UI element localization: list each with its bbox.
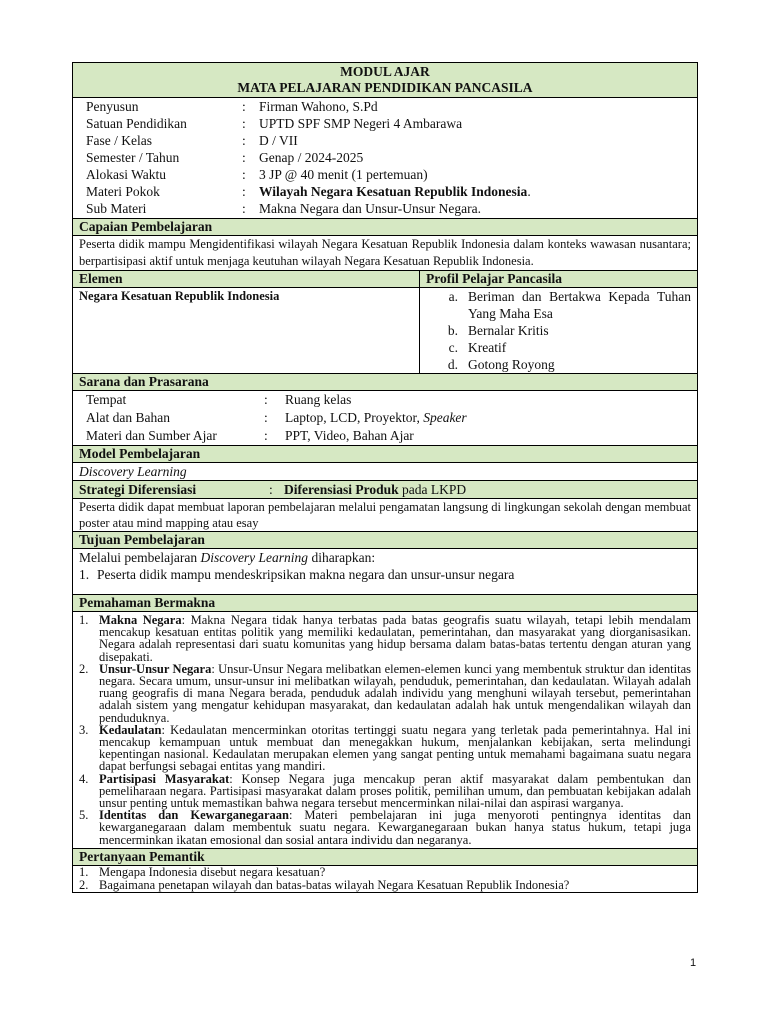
list-letter: b. <box>447 323 458 338</box>
list-letter: a. <box>448 289 458 304</box>
identity-value: UPTD SPF SMP Negeri 4 Ambarawa <box>259 116 463 131</box>
list-desc: : Makna Negara tidak hanya terbatas pada batas geografis suatu wilayah, tetapi lebih mendalam mencakup kesatuan entitas politik yang memiliki kedaulatan, pemerintahan, dan masyarakat yang diorganisasikan. Negara adalah representasi dari suatu komunitas yang hidup bersama dalam batas-batas tertentu dengan aturan yang disepakati. <box>99 613 691 664</box>
profil-list-cell <box>420 288 697 373</box>
sarana-sep: : <box>264 428 268 443</box>
strategi-value <box>284 481 466 498</box>
list-item <box>79 663 691 724</box>
header-subject: MATA PELAJARAN PENDIDIKAN PANCASILA <box>237 80 533 95</box>
sarana-key: Alat dan Bahan <box>86 410 170 425</box>
pertanyaan-list <box>73 866 697 892</box>
identity-key: Fase / Kelas <box>86 133 152 148</box>
list-number: 1. <box>79 613 89 627</box>
identity-key: Penyusun <box>86 99 139 114</box>
tujuan-intro <box>73 549 697 566</box>
list-number: 3. <box>79 722 89 737</box>
list-text: Kreatif <box>468 340 507 355</box>
identity-sep: : <box>242 99 246 114</box>
sarana-sep: : <box>264 410 268 425</box>
strategi-value-bold: Diferensiasi Produk <box>284 482 399 497</box>
strategi-row <box>73 481 697 499</box>
identity-sep: : <box>242 133 246 148</box>
identity-sep: : <box>242 116 246 131</box>
list-text: Bagaimana penetapan wilayah dan batas-batas wilayah Negara Kesatuan Republik Indonesia? <box>99 877 570 892</box>
list-number: 5. <box>79 808 89 823</box>
header-title: MODUL AJAR <box>340 64 430 79</box>
profil-list <box>420 288 697 373</box>
sarana-key: Materi dan Sumber Ajar <box>86 428 217 443</box>
strategi-sep: : <box>269 482 273 497</box>
list-item <box>420 339 691 356</box>
list-item <box>420 288 691 322</box>
identity-key: Semester / Tahun <box>86 150 180 165</box>
elemen-heading: Elemen <box>73 271 420 287</box>
profil-heading: Profil Pelajar Pancasila <box>426 271 562 286</box>
section-heading-pertanyaan: Pertanyaan Pemantik <box>73 849 697 866</box>
section-heading-capaian: Capaian Pembelajaran <box>73 219 697 236</box>
list-term: Kedaulatan <box>99 722 162 737</box>
list-item <box>79 566 691 583</box>
list-number: 1. <box>79 567 90 582</box>
identity-value: Firman Wahono, S.Pd <box>259 99 378 114</box>
identity-row <box>73 98 697 115</box>
identity-row <box>73 183 697 200</box>
list-letter: c. <box>448 340 458 355</box>
list-number: 2. <box>79 877 89 892</box>
list-text: Peserta didik mampu mendeskripsikan makna negara dan unsur-unsur negara <box>97 567 515 582</box>
sarana-key: Tempat <box>86 392 127 407</box>
list-desc: : Unsur-Unsur Negara melibatkan elemen-elemen kunci yang membentuk struktur dan identitas negara. Secara umum, unsur-unsur ini melibatkan wilayah, penduduk, pemerintahan, dan kedaulatan. Wilayah adalah ruang geografis di mana Negara berada, penduduk adalah individu yang menghuni wilayah tersebut, pemerintahan adalah sistem yang mengatur kehidupan masyarakat, dan kedaulatan adalah hak untuk mengendalikan wilayah dan penduduknya. <box>99 661 691 725</box>
tujuan-intro-pre: Melalui pembelajaran <box>79 550 201 565</box>
list-text <box>99 809 691 846</box>
sarana-sep: : <box>264 392 268 407</box>
list-text <box>99 663 691 724</box>
list-item <box>79 724 691 773</box>
list-item <box>79 879 691 892</box>
list-text <box>99 724 691 773</box>
identity-sep: : <box>242 150 246 165</box>
identity-value: Genap / 2024-2025 <box>259 150 364 165</box>
tujuan-intro-post: diharapkan: <box>308 550 376 565</box>
materi-pokok-suffix: . <box>527 184 531 199</box>
identity-row <box>73 166 697 183</box>
sarana-row <box>73 427 697 445</box>
identity-value: 3 JP @ 40 menit (1 pertemuan) <box>259 167 428 182</box>
identity-key: Satuan Pendidikan <box>86 116 187 131</box>
module-document <box>72 62 698 893</box>
list-number: 4. <box>79 771 89 786</box>
identity-value: Makna Negara dan Unsur-Unsur Negara. <box>259 201 482 216</box>
identity-row <box>73 132 697 149</box>
identity-sep: : <box>242 184 246 199</box>
list-item <box>420 322 691 339</box>
section-heading-pemahaman: Pemahaman Bermakna <box>73 595 697 612</box>
tujuan-intro-italic: Discovery Learning <box>200 550 309 565</box>
sarana-value: Ruang kelas <box>285 392 352 407</box>
list-desc: : Materi pembelajaran ini juga menyoroti pentingnya identitas dan kewarganegaraan dalam membentuk suatu negara. Kewarganegaraan bukan hanya status hukum, tetapi juga mencerminkan ikatan emosional dan sosial antara individu dan negaranya. <box>99 808 691 847</box>
sarana-row <box>73 391 697 409</box>
sarana-value <box>285 409 697 427</box>
elemen-heading-row <box>73 271 697 288</box>
identity-row <box>73 200 697 217</box>
elemen-content-row <box>73 288 697 374</box>
list-number: 2. <box>79 661 89 676</box>
list-term: Unsur-Unsur Negara <box>99 661 212 676</box>
identity-value: D / VII <box>259 133 298 148</box>
tujuan-block <box>73 549 697 595</box>
list-letter: d. <box>447 357 458 372</box>
tujuan-list <box>73 566 697 583</box>
materi-pokok-value: Wilayah Negara Kesatuan Republik Indonesia <box>259 184 528 199</box>
list-term: Makna Negara <box>99 613 182 627</box>
list-desc: : Konsep Negara juga mencakup peran aktif masyarakat dalam pembentukan dan pemeliharaan negara. Partisipasi masyarakat dalam proses politik, pemilihan umum, dan pembuatan kebijakan adalah unsur penting untuk memastikan bahwa negara tersebut mencerminkan nilai-nilai dan aspirasi warganya. <box>99 771 691 811</box>
list-term: Partisipasi Masyarakat <box>99 771 230 786</box>
identity-row <box>73 115 697 132</box>
sarana-value: PPT, Video, Bahan Ajar <box>285 428 414 443</box>
document-header <box>73 63 697 98</box>
identity-key: Alokasi Waktu <box>86 167 167 182</box>
identity-block <box>73 98 697 219</box>
list-item <box>79 809 691 846</box>
identity-key: Sub Materi <box>86 201 147 216</box>
sarana-row <box>73 409 697 427</box>
model-value: Discovery Learning <box>73 463 697 481</box>
list-text: Gotong Royong <box>468 357 555 372</box>
section-heading-model: Model Pembelajaran <box>73 446 697 463</box>
sarana-value-text: Laptop, LCD, Proyektor, <box>285 410 424 425</box>
sarana-block <box>73 391 697 446</box>
list-text: Bernalar Kritis <box>468 323 549 338</box>
section-heading-sarana: Sarana dan Prasarana <box>73 374 697 391</box>
list-text: Beriman dan Bertakwa Kepada Tuhan Yang Maha Esa <box>468 289 691 321</box>
list-item <box>79 866 691 879</box>
list-text <box>99 614 691 663</box>
list-text <box>99 773 691 810</box>
section-heading-tujuan: Tujuan Pembelajaran <box>73 532 697 549</box>
page-number: 1 <box>690 957 697 969</box>
sarana-value-italic: Speaker <box>423 410 467 425</box>
list-item <box>420 356 691 373</box>
list-desc: : Kedaulatan mencerminkan otoritas tertinggi suatu negara yang terletak pada pemerintahnya. Hal ini mencakup kemampuan untuk membuat dan menegakkan hukum, menjalankan kebijakan, serta melindungi kepentingan nasional. Kedaulatan merupakan elemen yang sangat penting untuk memahami bagaimana suatu negara dapat berfungsi sebagai entitas yang mandiri. <box>99 722 691 774</box>
list-term: Identitas dan Kewarganegaraan <box>99 808 289 823</box>
capaian-text: Peserta didik mampu Mengidentifikasi wilayah Negara Kesatuan Republik Indonesia dalam konteks wawasan nusantara; berpartisipasi aktif untuk menjaga keutuhan wilayah Negara Kesatuan Republik Indonesia. <box>73 236 697 271</box>
pemahaman-list <box>73 612 697 849</box>
list-number: 1. <box>79 864 89 879</box>
identity-value <box>259 183 697 200</box>
identity-sep: : <box>242 201 246 216</box>
identity-row <box>73 149 697 166</box>
elemen-value: Negara Kesatuan Republik Indonesia <box>73 288 420 373</box>
strategi-value-rest: pada LKPD <box>398 482 467 497</box>
list-text: Mengapa Indonesia disebut negara kesatuan? <box>99 864 326 879</box>
strategi-label: Strategi Diferensiasi <box>79 482 197 497</box>
list-item <box>79 614 691 663</box>
list-item <box>79 773 691 810</box>
identity-key: Materi Pokok <box>86 184 160 199</box>
identity-sep: : <box>242 167 246 182</box>
strategi-text: Peserta didik dapat membuat laporan pembelajaran melalui pengamatan langsung di lingkungan sekolah dengan membuat poster atau mind mapping atau esay <box>73 499 697 532</box>
